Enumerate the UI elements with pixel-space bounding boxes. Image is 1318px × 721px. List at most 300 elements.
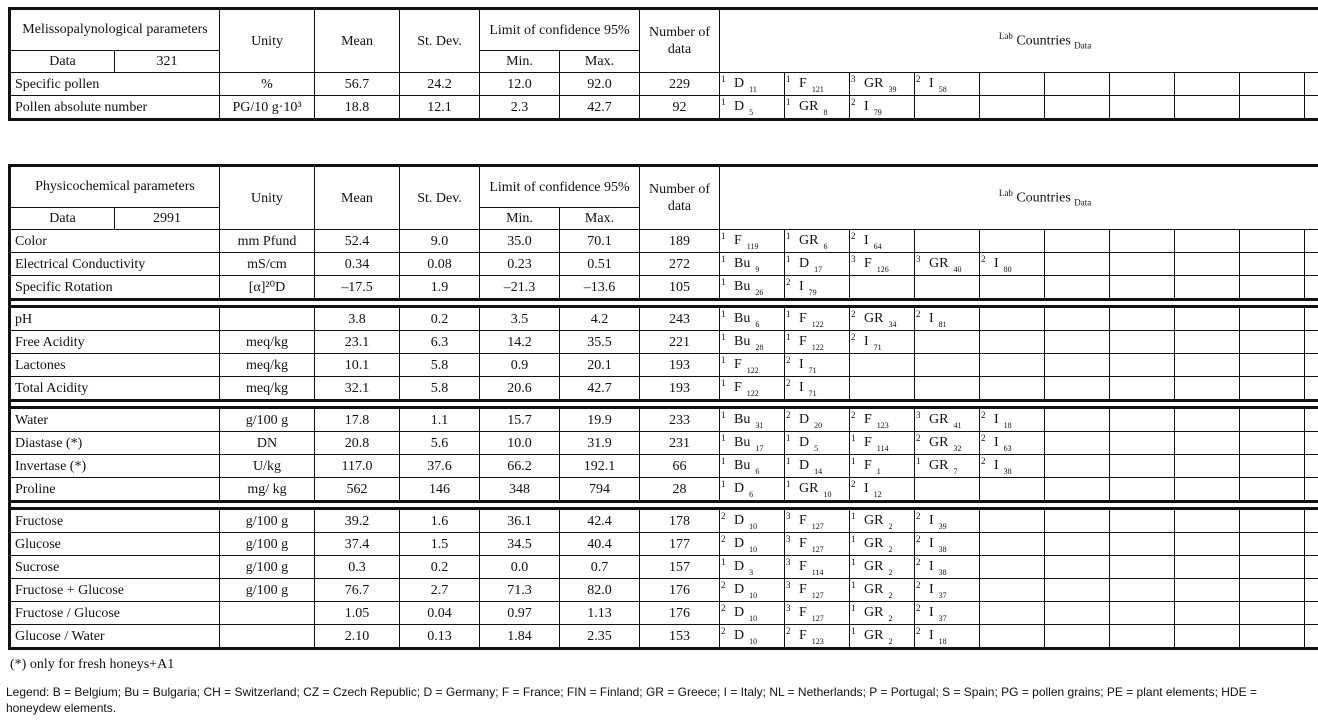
country-code: I	[799, 380, 804, 395]
country-code: F	[799, 513, 807, 528]
empty-lab-cell	[1305, 533, 1318, 556]
country-data-count: 40	[953, 265, 962, 274]
lab-number: 1	[721, 557, 726, 567]
table-row	[10, 455, 1318, 478]
country-code: D	[734, 559, 745, 574]
lab-number: 1	[851, 511, 856, 521]
empty-lab-cell	[1110, 509, 1175, 533]
mean-cell: 37.4	[315, 533, 400, 556]
country-code: I	[994, 458, 999, 473]
country-data-count: 80	[1003, 265, 1012, 274]
lab-number: 2	[916, 534, 921, 544]
lab-number: 2	[786, 378, 791, 388]
empty-lab-cell	[1240, 455, 1305, 478]
country-data-count: 126	[876, 265, 889, 274]
parameter-name: Specific pollen	[10, 73, 220, 96]
parameter-name: Free Acidity	[10, 331, 220, 354]
country-data-count: 123	[811, 637, 824, 646]
lab-number: 2	[721, 626, 726, 636]
max-cell: 82.0	[560, 579, 640, 602]
stdev-cell: 6.3	[400, 331, 480, 354]
country-code: GR	[864, 628, 884, 643]
empty-lab-cell	[1110, 230, 1175, 253]
country-code: F	[864, 412, 872, 427]
empty-lab-cell	[1240, 253, 1305, 276]
parameter-name: Fructose	[10, 509, 220, 533]
country-code: F	[864, 256, 872, 271]
country-data-count: 10	[749, 614, 758, 623]
lab-country-cell	[980, 408, 1045, 432]
stdev-cell: 0.04	[400, 602, 480, 625]
min-cell: 66.2	[480, 455, 560, 478]
country-data-count: 122	[811, 343, 824, 352]
parameter-name: Pollen absolute number	[10, 96, 220, 120]
count-cell: 243	[640, 307, 720, 331]
min-cell: 15.7	[480, 408, 560, 432]
empty-lab-cell	[1110, 96, 1175, 120]
table-row	[10, 331, 1318, 354]
lab-country-cell	[785, 533, 850, 556]
parameter-name: Sucrose	[10, 556, 220, 579]
lab-number: 2	[851, 410, 856, 420]
lab-number: 3	[786, 603, 791, 613]
empty-lab-cell	[1110, 276, 1175, 300]
empty-lab-cell	[1045, 455, 1110, 478]
number-header: Number of data	[640, 9, 720, 73]
country-data-count: 122	[746, 389, 759, 398]
lab-country-cell	[785, 230, 850, 253]
empty-lab-cell	[1045, 556, 1110, 579]
empty-lab-cell	[1110, 556, 1175, 579]
min-cell: 348	[480, 478, 560, 502]
min-header: Min.	[480, 208, 560, 230]
lab-country-cell	[720, 625, 785, 649]
empty-lab-cell	[1305, 230, 1318, 253]
country-data-count: 71	[873, 343, 882, 352]
table-row	[10, 478, 1318, 502]
empty-lab-cell	[1305, 96, 1318, 120]
empty-lab-cell	[1045, 331, 1110, 354]
country-code: D	[734, 536, 745, 551]
min-cell: 10.0	[480, 432, 560, 455]
empty-lab-cell	[1045, 253, 1110, 276]
lab-number: 2	[721, 603, 726, 613]
lab-country-cell	[720, 253, 785, 276]
country-data-count: 34	[888, 320, 897, 329]
empty-lab-cell	[980, 354, 1045, 377]
table-row	[10, 276, 1318, 300]
lab-number: 2	[786, 626, 791, 636]
lab-country-cell	[720, 602, 785, 625]
country-code: F	[799, 559, 807, 574]
lab-country-cell	[720, 307, 785, 331]
lab-country-cell	[850, 432, 915, 455]
lab-number: 1	[721, 479, 726, 489]
mean-cell: 32.1	[315, 377, 400, 401]
lab-number: 2	[916, 557, 921, 567]
empty-lab-cell	[1240, 377, 1305, 401]
country-code: Bu	[734, 279, 751, 294]
country-code: F	[799, 536, 807, 551]
lab-label: Lab	[998, 30, 1013, 41]
confidence-header: Limit of confidence 95%	[480, 166, 640, 208]
lab-country-cell	[720, 432, 785, 455]
lab-number: 1	[851, 603, 856, 613]
min-cell: 14.2	[480, 331, 560, 354]
mean-cell: 52.4	[315, 230, 400, 253]
lab-number: 1	[786, 309, 791, 319]
empty-lab-cell	[1045, 625, 1110, 649]
empty-lab-cell	[1175, 455, 1240, 478]
stdev-cell: 1.9	[400, 276, 480, 300]
empty-lab-cell	[1240, 579, 1305, 602]
empty-lab-cell	[1175, 276, 1240, 300]
lab-number: 2	[851, 332, 856, 342]
table-row	[10, 377, 1318, 401]
empty-lab-cell	[1240, 354, 1305, 377]
country-data-count: 114	[811, 568, 824, 577]
parameter-name: Color	[10, 230, 220, 253]
lab-country-cell	[785, 455, 850, 478]
empty-lab-cell	[1110, 455, 1175, 478]
country-code: Bu	[734, 435, 751, 450]
lab-country-cell	[850, 455, 915, 478]
table-row	[10, 579, 1318, 602]
country-data-count: 38	[938, 545, 947, 554]
count-cell: 178	[640, 509, 720, 533]
count-cell: 105	[640, 276, 720, 300]
country-code: F	[734, 357, 742, 372]
country-data-count: 71	[808, 366, 817, 375]
country-code: F	[799, 605, 807, 620]
country-data-count: 28	[755, 343, 764, 352]
lab-country-cell	[785, 432, 850, 455]
empty-lab-cell	[1045, 602, 1110, 625]
lab-number: 2	[981, 254, 986, 264]
empty-lab-cell	[1240, 276, 1305, 300]
lab-number: 3	[916, 410, 921, 420]
lab-number: 2	[981, 456, 986, 466]
country-data-count: 6	[755, 320, 760, 329]
lab-country-cell	[720, 96, 785, 120]
max-cell: 4.2	[560, 307, 640, 331]
empty-lab-cell	[1175, 354, 1240, 377]
country-code: F	[734, 233, 742, 248]
lab-number: 1	[851, 456, 856, 466]
country-data-count: 6	[823, 242, 828, 251]
lab-country-cell	[850, 73, 915, 96]
mean-header: Mean	[315, 166, 400, 230]
country-data-count: 10	[823, 490, 832, 499]
lab-country-cell	[915, 556, 980, 579]
country-code: GR	[929, 256, 949, 271]
table-row	[10, 408, 1318, 432]
country-data-count: 6	[749, 490, 754, 499]
lab-country-cell	[915, 509, 980, 533]
country-data-count: 2	[888, 614, 893, 623]
country-data-count: 38	[938, 568, 947, 577]
lab-number: 1	[786, 254, 791, 264]
stdev-cell: 0.2	[400, 307, 480, 331]
stdev-cell: 5.6	[400, 432, 480, 455]
empty-lab-cell	[1110, 533, 1175, 556]
country-data-count: 10	[749, 637, 758, 646]
max-cell: 19.9	[560, 408, 640, 432]
country-data-count: 39	[938, 522, 947, 531]
empty-lab-cell	[1175, 478, 1240, 502]
country-data-count: 38	[1003, 467, 1012, 476]
lab-country-cell	[850, 96, 915, 120]
lab-country-cell	[850, 533, 915, 556]
empty-lab-cell	[1045, 96, 1110, 120]
empty-lab-cell	[915, 230, 980, 253]
max-cell: 2.35	[560, 625, 640, 649]
empty-lab-cell	[1305, 307, 1318, 331]
mean-cell: 2.10	[315, 625, 400, 649]
empty-lab-cell	[1240, 230, 1305, 253]
empty-lab-cell	[1175, 377, 1240, 401]
country-data-count: 5	[749, 108, 754, 117]
lab-number: 1	[851, 580, 856, 590]
country-data-count: 26	[755, 288, 764, 297]
stdev-cell: 37.6	[400, 455, 480, 478]
lab-country-cell	[850, 556, 915, 579]
stdev-cell: 0.2	[400, 556, 480, 579]
data-label-cell: Data	[10, 208, 115, 230]
mean-cell: 76.7	[315, 579, 400, 602]
max-cell: 31.9	[560, 432, 640, 455]
country-data-count: 12	[873, 490, 882, 499]
stdev-cell: 1.6	[400, 509, 480, 533]
lab-country-cell	[850, 408, 915, 432]
country-data-count: 79	[808, 288, 817, 297]
max-cell: –13.6	[560, 276, 640, 300]
lab-country-cell	[785, 602, 850, 625]
country-data-count: 58	[938, 85, 947, 94]
country-data-count: 122	[746, 366, 759, 375]
empty-lab-cell	[915, 276, 980, 300]
country-data-count: 10	[749, 545, 758, 554]
lab-number: 1	[851, 433, 856, 443]
lab-country-cell	[980, 253, 1045, 276]
lab-country-cell	[720, 556, 785, 579]
lab-number: 2	[851, 309, 856, 319]
group-separator	[10, 502, 1318, 509]
country-data-count: 11	[749, 85, 757, 94]
max-cell: 20.1	[560, 354, 640, 377]
empty-lab-cell	[1305, 253, 1318, 276]
lab-number: 1	[721, 456, 726, 466]
max-header: Max.	[560, 208, 640, 230]
lab-country-cell	[785, 556, 850, 579]
country-data-count: 2	[888, 522, 893, 531]
unit-cell: mS/cm	[220, 253, 315, 276]
country-data-count: 2	[888, 545, 893, 554]
min-cell: 35.0	[480, 230, 560, 253]
lab-number: 1	[721, 410, 726, 420]
min-cell: 36.1	[480, 509, 560, 533]
country-code: Bu	[734, 256, 751, 271]
empty-lab-cell	[980, 625, 1045, 649]
parameter-name: pH	[10, 307, 220, 331]
max-cell: 42.7	[560, 96, 640, 120]
lab-country-cell	[850, 625, 915, 649]
country-data-count: 71	[808, 389, 817, 398]
lab-number: 1	[851, 557, 856, 567]
country-data-count: 1	[876, 467, 881, 476]
empty-lab-cell	[980, 509, 1045, 533]
empty-lab-cell	[980, 556, 1045, 579]
data-count-cell: 2991	[115, 208, 220, 230]
lab-number: 2	[851, 231, 856, 241]
empty-lab-cell	[1110, 307, 1175, 331]
unity-header: Unity	[220, 166, 315, 230]
country-code: Bu	[734, 458, 751, 473]
empty-lab-cell	[1305, 579, 1318, 602]
country-data-count: 121	[811, 85, 824, 94]
stdev-cell: 9.0	[400, 230, 480, 253]
country-code: D	[734, 99, 745, 114]
empty-lab-cell	[1045, 276, 1110, 300]
country-data-count: 3	[749, 568, 754, 577]
country-code: I	[799, 357, 804, 372]
lab-country-cell	[850, 602, 915, 625]
country-data-count: 10	[749, 591, 758, 600]
empty-lab-cell	[1175, 602, 1240, 625]
lab-country-cell	[720, 377, 785, 401]
lab-number: 1	[851, 534, 856, 544]
country-code: F	[799, 76, 807, 91]
mean-cell: 3.8	[315, 307, 400, 331]
lab-country-cell	[980, 432, 1045, 455]
country-code: GR	[929, 435, 949, 450]
country-data-count: 79	[873, 108, 882, 117]
lab-number: 1	[721, 74, 726, 84]
lab-number: 1	[721, 355, 726, 365]
country-data-count: 8	[823, 108, 828, 117]
empty-lab-cell	[1110, 331, 1175, 354]
confidence-header: Limit of confidence 95%	[480, 9, 640, 51]
min-cell: 12.0	[480, 73, 560, 96]
lab-country-cell	[720, 354, 785, 377]
empty-lab-cell	[1175, 625, 1240, 649]
empty-lab-cell	[1240, 602, 1305, 625]
lab-number: 2	[981, 433, 986, 443]
number-header: Number of data	[640, 166, 720, 230]
data-label-cell: Data	[10, 51, 115, 73]
count-cell: 193	[640, 354, 720, 377]
table-row	[10, 354, 1318, 377]
mean-cell: 23.1	[315, 331, 400, 354]
count-cell: 272	[640, 253, 720, 276]
count-cell: 231	[640, 432, 720, 455]
empty-lab-cell	[1240, 408, 1305, 432]
empty-lab-cell	[1045, 478, 1110, 502]
empty-lab-cell	[1110, 354, 1175, 377]
empty-lab-cell	[1175, 96, 1240, 120]
lab-number: 3	[851, 74, 856, 84]
country-data-count: 9	[755, 265, 760, 274]
table-row	[10, 96, 1318, 120]
empty-lab-cell	[1305, 408, 1318, 432]
country-code: I	[799, 279, 804, 294]
unit-cell: U/kg	[220, 455, 315, 478]
unit-cell: meq/kg	[220, 377, 315, 401]
empty-lab-cell	[915, 96, 980, 120]
empty-lab-cell	[1045, 377, 1110, 401]
country-code: I	[994, 435, 999, 450]
empty-lab-cell	[980, 579, 1045, 602]
stdev-header: St. Dev.	[400, 166, 480, 230]
lab-number: 1	[721, 277, 726, 287]
unit-cell: meq/kg	[220, 331, 315, 354]
mean-cell: 10.1	[315, 354, 400, 377]
max-cell: 1.13	[560, 602, 640, 625]
empty-lab-cell	[980, 307, 1045, 331]
table-row	[10, 253, 1318, 276]
lab-country-cell	[785, 579, 850, 602]
lab-country-cell	[785, 478, 850, 502]
parameter-name: Specific Rotation	[10, 276, 220, 300]
country-code: GR	[864, 513, 884, 528]
count-cell: 28	[640, 478, 720, 502]
max-cell: 42.4	[560, 509, 640, 533]
country-data-count: 122	[811, 320, 824, 329]
parameter-name: Diastase (*)	[10, 432, 220, 455]
data-count-cell: 321	[115, 51, 220, 73]
country-data-count: 63	[1003, 444, 1012, 453]
lab-country-cell	[785, 307, 850, 331]
lab-number: 3	[786, 557, 791, 567]
empty-lab-cell	[1110, 478, 1175, 502]
stdev-cell: 1.5	[400, 533, 480, 556]
mean-cell: –17.5	[315, 276, 400, 300]
empty-lab-cell	[1240, 533, 1305, 556]
unity-header: Unity	[220, 9, 315, 73]
parameter-name: Water	[10, 408, 220, 432]
empty-lab-cell	[915, 331, 980, 354]
country-data-count: 6	[755, 467, 760, 476]
lab-number: 3	[786, 511, 791, 521]
lab-country-cell	[785, 625, 850, 649]
lab-country-cell	[850, 509, 915, 533]
country-data-count: 2	[888, 637, 893, 646]
lab-number: 1	[721, 332, 726, 342]
table-row	[10, 307, 1318, 331]
min-header: Min.	[480, 51, 560, 73]
mean-cell: 18.8	[315, 96, 400, 120]
min-cell: 0.0	[480, 556, 560, 579]
country-code: F	[799, 628, 807, 643]
mean-cell: 56.7	[315, 73, 400, 96]
empty-lab-cell	[1110, 432, 1175, 455]
country-code: Bu	[734, 334, 751, 349]
country-code: I	[929, 76, 934, 91]
empty-lab-cell	[1240, 625, 1305, 649]
param-group-header: Melissopalynological parameters	[10, 9, 220, 51]
country-code: F	[864, 435, 872, 450]
unit-cell	[220, 602, 315, 625]
country-data-count: 17	[814, 265, 823, 274]
max-header: Max.	[560, 51, 640, 73]
table-row	[10, 602, 1318, 625]
empty-lab-cell	[1110, 377, 1175, 401]
count-cell: 229	[640, 73, 720, 96]
empty-lab-cell	[980, 331, 1045, 354]
country-code: F	[734, 380, 742, 395]
country-code: Bu	[734, 311, 751, 326]
unit-cell: meq/kg	[220, 354, 315, 377]
